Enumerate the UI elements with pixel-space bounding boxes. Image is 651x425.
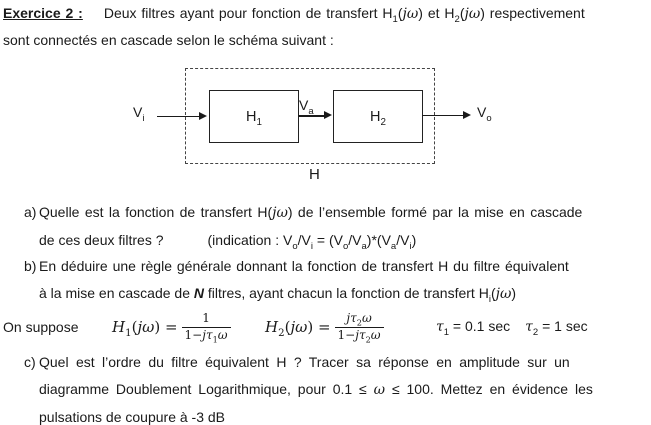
question-b-marker: b): [24, 258, 37, 274]
input-arrow-line: [157, 116, 200, 118]
question-a-text-1: Quelle est la fonction de transfert H(jω) de l’ensemble formé par la mise en cascade: [39, 204, 583, 221]
question-a: [24, 199, 614, 254]
question-c-line-3: pulsations de coupure à -3 dB: [39, 409, 226, 425]
signal-label-vi: $V_i$: [133, 104, 145, 124]
mid-arrow-head-icon: [324, 111, 332, 119]
question-a-line-1: [24, 199, 614, 227]
filter-block-h1-label: $H_1$: [246, 108, 262, 128]
assumption-label: On suppose: [3, 319, 79, 335]
question-b-line-1: [24, 253, 614, 280]
signal-label-va: $V_a$: [299, 97, 314, 117]
input-arrow-head-icon: [199, 112, 207, 120]
question-c-marker: c): [24, 354, 36, 370]
question-b-text-1: En déduire une règle générale donnant la fonction de transfert H du filtre équivalent: [39, 258, 569, 274]
exercise-title: Exercice 2 :: [3, 5, 83, 21]
formula-h1: [112, 306, 231, 348]
question-b: [24, 253, 614, 308]
question-a-marker: a): [24, 204, 37, 220]
intro-text-1: Deux filtres ayant pour fonction de transfert $H_1(j\omega)$ et $H_2(j\omega)$ respectivement: [103, 5, 585, 25]
signal-label-vo: $V_o$: [477, 104, 492, 124]
tau1-value: $\tau_1 = 0.1$ sec: [436, 318, 511, 338]
intro-line-1: [3, 1, 623, 28]
intro-paragraph: [3, 1, 623, 53]
output-arrow-line: [422, 115, 464, 117]
filter-block-h1: [209, 90, 299, 143]
filter-block-h2-label: $H_2$: [370, 108, 386, 128]
formula-h2-lhs: $H_2(j\omega)$ =: [265, 318, 331, 339]
formula-h1-fraction: [182, 311, 231, 343]
question-c-line-1: [24, 349, 614, 376]
formula-h2-numerator: $j\tau_2\omega$: [346, 310, 372, 328]
intro-line-2: sont connectés en cascade selon le schéma suivant :: [3, 31, 334, 48]
formula-h2-fraction: [335, 311, 384, 343]
output-arrow-head-icon: [463, 111, 471, 119]
formula-h1-numerator: 1: [202, 310, 210, 325]
question-a-line-2: de ces deux filtres ? (indication : $V_o/V_i = (V_o/V_a)*(V_a/V_i)$: [39, 232, 417, 252]
filter-block-h2: [333, 90, 423, 143]
question-c-line-2: diagramme Doublement Logarithmique, pour 0.1 ≤ ω ≤ 100. Mettez en évidence les: [39, 381, 593, 398]
formula-h2-denominator: $1-j\tau_2\omega$: [335, 327, 384, 344]
formula-h1-lhs: $H_1(j\omega)$ =: [112, 318, 178, 339]
question-b-line-2: à la mise en cascade de N filtres, ayant chacun la fonction de transfert $H_i(j\omega)$: [39, 285, 517, 305]
tau2-value: $\tau_2 = 1$ sec: [525, 318, 588, 338]
formula-h2: [265, 306, 384, 348]
formula-h1-denominator: $1-j\tau_1\omega$: [182, 327, 231, 344]
time-constants: [436, 318, 588, 338]
question-c: [24, 349, 614, 425]
question-c-text-1: Quel est l’ordre du filtre équivalent H ? Tracer sa réponse en amplitude sur un: [39, 354, 570, 370]
system-label-h: H: [309, 166, 320, 183]
